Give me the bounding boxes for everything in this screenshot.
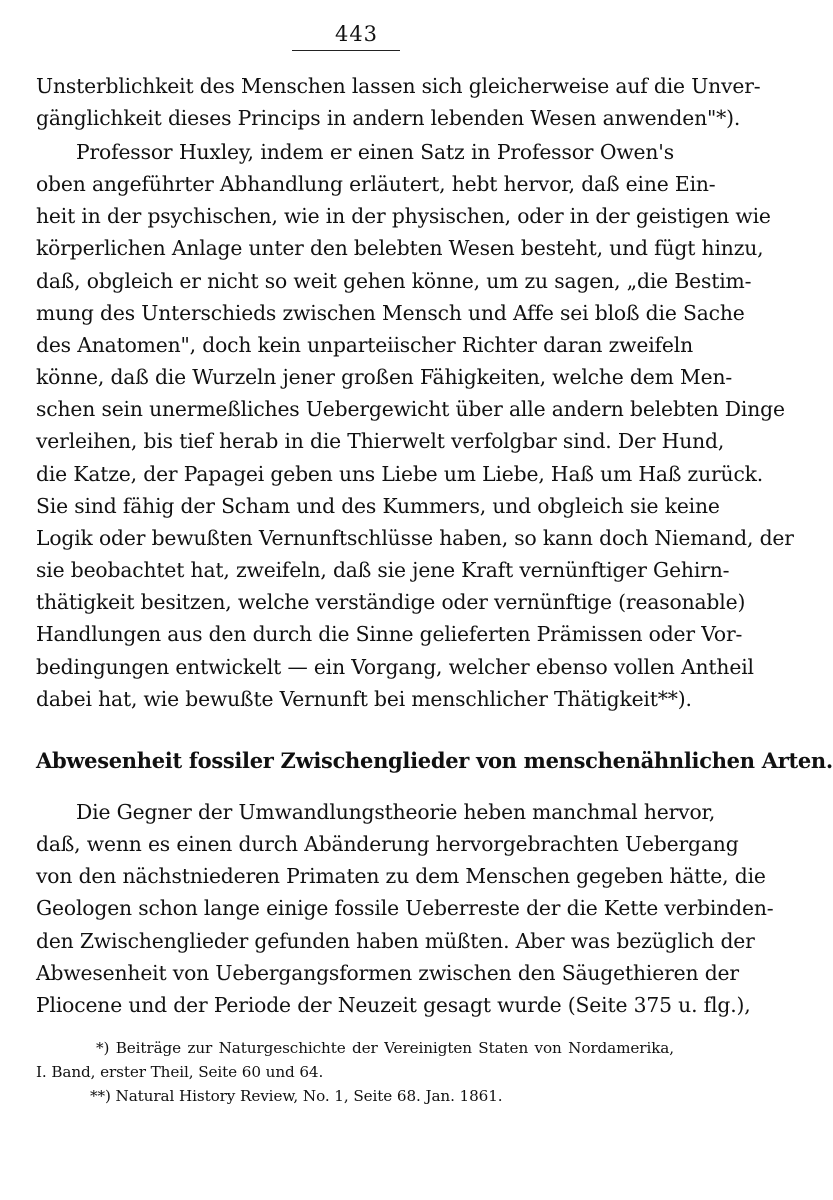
text-line: verleihen, bis tief herab in die Thierwelt verfolgbar sind. Der Hund, [36,429,725,454]
text-line: des Anatomen", doch kein unparteiischer Richter daran zweifeln [36,332,693,357]
text-line: sie beobachtet hat, zweifeln, daß sie jene Kraft vernünftiger Gehirn- [36,558,730,583]
text-line: von den nächstniederen Primaten zu dem Menschen gegeben hätte, die [36,864,766,889]
header-rule [292,50,400,51]
text-line: dabei hat, wie bewußte Vernunft bei menschlicher Thätigkeit**). [36,686,692,711]
text-line: schen sein unermeßliches Uebergewicht über alle andern belebten Dinge [36,397,785,422]
footnote-1-continuation: I. Band, erster Theil, Seite 60 und 64. [36,1063,324,1081]
text-line: bedingungen entwickelt — ein Vorgang, welcher ebenso vollen Antheil [36,654,754,679]
paragraph-huxley [36,136,794,715]
text-line: Die Gegner der Umwandlungstheorie heben manchmal hervor, [76,800,716,824]
text-line: Logik oder bewußten Vernunftschlüsse haben, so kann doch Niemand, der [36,525,794,550]
page-number: 443 [334,22,379,46]
footnotes [36,1036,674,1108]
text-line: könne, daß die Wurzeln jener großen Fähigkeiten, welche dem Men- [36,365,733,390]
text-line: Unsterblichkeit des Menschen lassen sich gleicherweise auf die Unver- [36,74,761,98]
text-line: oben angeführter Abhandlung erläutert, hebt hervor, daß eine Ein- [36,172,716,197]
text-line: Handlungen aus den durch die Sinne gelieferten Prämissen oder Vor- [36,622,743,647]
text-line: den Zwischenglieder gefunden haben müßten. Aber was bezüglich der [36,928,755,953]
text-line: Professor Huxley, indem er einen Satz in Professor Owen's [76,140,674,164]
text-line: Pliocene und der Periode der Neuzeit gesagt wurde (Seite 375 u. flg.), [36,992,751,1017]
text-line: daß, obgleich er nicht so weit gehen könne, um zu sagen, „die Bestim- [36,268,752,293]
text-line: Abwesenheit von Uebergangsformen zwischen den Säugethieren der [36,960,739,985]
text-line: daß, wenn es einen durch Abänderung hervorgebrachten Uebergang [36,832,739,857]
text-line: die Katze, der Papagei geben uns Liebe um Liebe, Haß um Haß zurück. [36,461,764,486]
footnote-2: **) Natural History Review, No. 1, Seite 68. Jan. 1861. [90,1087,503,1105]
text-line: gänglichkeit dieses Princips in andern lebenden Wesen anwenden"*). [36,106,741,131]
footnote-1: *) Beiträge zur Naturgeschichte der Vereinigten Staten von Nordamerika, [96,1039,674,1057]
text-line: thätigkeit besitzen, welche verständige oder vernünftige (reasonable) [36,590,746,615]
text-line: Sie sind fähig der Scham und des Kummers, und obgleich sie keine [36,493,720,518]
text-line: Geologen schon lange einige fossile Ueberreste der die Kette verbinden- [36,896,774,921]
paragraph-continuation [36,70,761,134]
section-heading: Abwesenheit fossiler Zwischenglieder von menschenähnlichen Arten. [36,748,833,773]
text-line: körperlichen Anlage unter den belebten Wesen besteht, und fügt hinzu, [36,236,764,261]
text-line: mung des Unterschieds zwischen Mensch und Affe sei bloß die Sache [36,300,745,325]
text-line: heit in der psychischen, wie in der physischen, oder in der geistigen wie [36,204,771,229]
paragraph-opponents [36,796,774,1021]
